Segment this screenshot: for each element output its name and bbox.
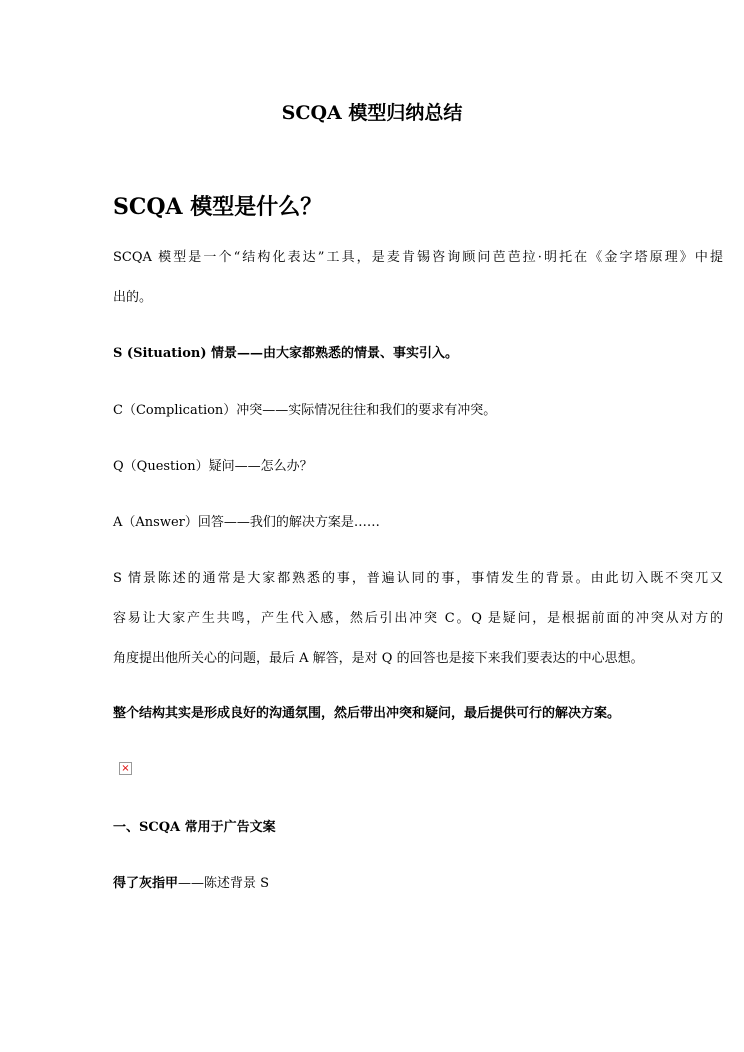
example-line — [113, 877, 269, 890]
intro-paragraph — [113, 251, 723, 331]
explanation-line: 角度提出他所关心的问题，最后 A 解答，是对 Q 的回答也是接下来我们要表达的中心思想。 — [113, 651, 644, 666]
explanation-paragraph — [113, 572, 723, 692]
summary-line: 整个结构其实是形成良好的沟通氛围，然后带出冲突和疑问，最后提供可行的解决方案。 — [113, 706, 621, 721]
intro-line: SCQA 模型是一个“结构化表达”工具，是麦肯锡咨询顾问芭芭拉·明托在《金字塔原理》中提 — [113, 250, 723, 265]
document-title: SCQA 模型归纳总结 — [281, 102, 463, 124]
answer-line: A（Answer）回答——我们的解决方案是…… — [113, 515, 380, 530]
complication-line: C（Complication）冲突——实际情况往往和我们的要求有冲突。 — [113, 403, 497, 418]
example-bold: 得了灰指甲 — [113, 876, 179, 891]
situation-line: S (Situation) 情景——由大家都熟悉的情景、事实引入。 — [113, 346, 459, 361]
question-line: Q（Question）疑问——怎么办？ — [113, 459, 313, 474]
explanation-line: S 情景陈述的通常是大家都熟悉的事，普遍认同的事，事情发生的背景。由此切入既不突兀又 — [113, 571, 723, 586]
example-rest: ——陈述背景 S — [178, 876, 270, 891]
intro-line: 出的。 — [113, 290, 153, 305]
broken-image-icon: × — [119, 762, 132, 775]
section-heading: SCQA 模型是什么？ — [113, 194, 323, 220]
explanation-line: 容易让大家产生共鸣，产生代入感，然后引出冲突 C。Q 是疑问，是根据前面的冲突从对方的 — [113, 611, 723, 626]
section-1-heading: 一、SCQA 常用于广告文案 — [113, 820, 276, 835]
